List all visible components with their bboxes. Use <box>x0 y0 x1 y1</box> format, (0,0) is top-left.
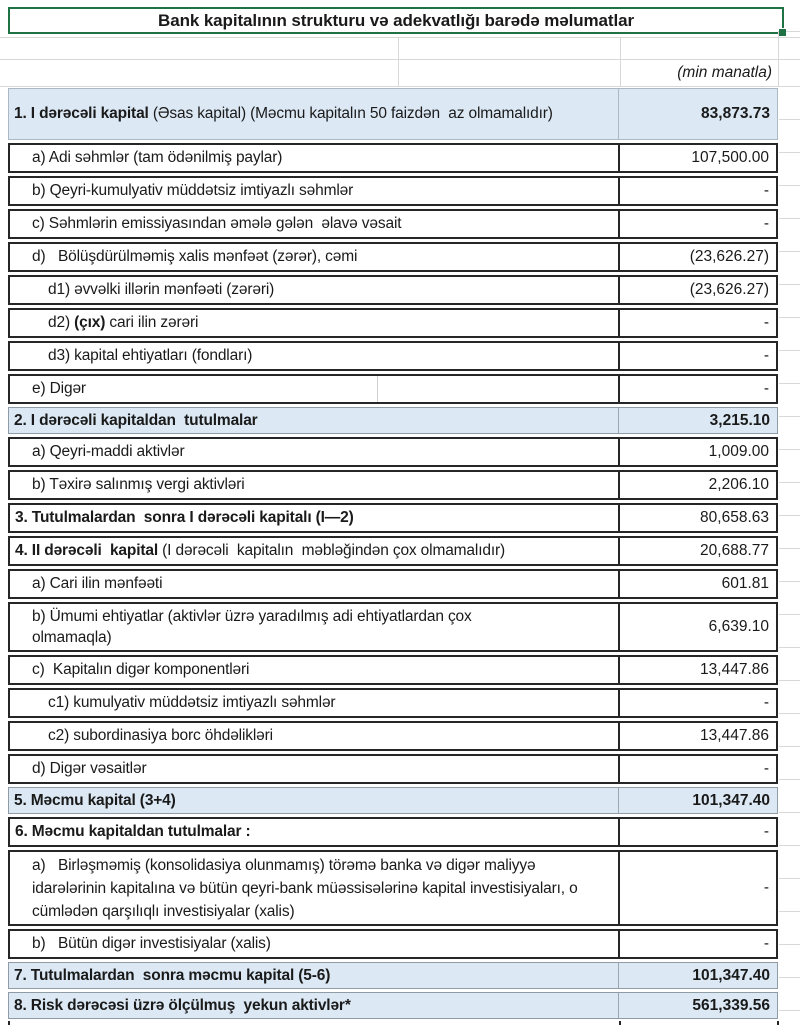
value-cell[interactable]: - <box>763 760 769 777</box>
label-cell[interactable]: a) Birləşməmiş (konsolidasiya olunmamış) törəmə banka və digər maliyyə idarələrinin kapitalına və bütün qeyri-bank müəssisələrinə kapital investisiyaları, o cümlədən qarşılıqlı investisiyalar (xalis) <box>10 852 620 924</box>
table-row-25 <box>8 962 778 989</box>
table-row-9 <box>8 374 778 404</box>
value-cell[interactable]: (23,626.27) <box>689 281 769 298</box>
label-cell[interactable]: c2) subordinasiya borc öhdəlikləri <box>10 723 620 749</box>
value-cell[interactable]: 3,215.10 <box>709 411 770 429</box>
label-cell[interactable]: 7. Tutulmalardan sonra məcmu kapital (5-6) <box>9 963 619 988</box>
next-row-border-sliver <box>777 1021 779 1025</box>
value-cell[interactable]: 2,206.10 <box>708 476 769 493</box>
label-cell[interactable]: a) Qeyri-maddi aktivlər <box>10 439 620 465</box>
value-cell[interactable]: (23,626.27) <box>689 248 769 265</box>
table-row-8 <box>8 341 778 371</box>
value-cell[interactable]: - <box>763 314 769 331</box>
table-row-13 <box>8 503 778 533</box>
value-cell[interactable]: 83,873.73 <box>701 105 770 122</box>
table-row-17 <box>8 655 778 685</box>
next-row-border-sliver <box>619 1021 621 1025</box>
table-row-11 <box>8 437 778 467</box>
label-cell[interactable]: 5. Məcmu kapital (3+4) <box>9 788 619 813</box>
label-cell[interactable]: b) Təxirə salınmış vergi aktivləri <box>10 472 620 498</box>
right-margin-gridlines <box>779 87 800 1025</box>
label-cell[interactable]: d3) kapital ehtiyatları (fondları) <box>10 343 620 369</box>
table-row-14 <box>8 536 778 566</box>
label-cell[interactable]: d) Digər vəsaitlər <box>10 756 620 782</box>
table-row-3 <box>8 176 778 206</box>
label-cell[interactable]: e) Digər <box>10 376 620 402</box>
table-row-5 <box>8 242 778 272</box>
table-row-26 <box>8 992 778 1019</box>
table-row-1 <box>8 88 778 140</box>
table-row-24 <box>8 929 778 959</box>
table-row-18 <box>8 688 778 718</box>
table-row-6 <box>8 275 778 305</box>
sheet-title: Bank kapitalının strukturu və adekvatlığı barədə məlumatlar <box>158 10 634 30</box>
table-row-19 <box>8 721 778 751</box>
value-cell[interactable]: 1,009.00 <box>708 443 769 460</box>
label-cell[interactable]: d2) (çıx) cari ilin zərəri <box>10 310 620 336</box>
table-row-7 <box>8 308 778 338</box>
table-row-4 <box>8 209 778 239</box>
label-cell[interactable]: 1. I dərəcəli kapital (Əsas kapital) (Məcmu kapitalın 50 faizdən az olmamalıdır) <box>9 89 619 139</box>
value-cell[interactable]: 6,639.10 <box>708 618 769 635</box>
label-cell[interactable]: d1) əvvəlki illərin mənfəəti (zərəri) <box>10 277 620 303</box>
table-body <box>8 88 778 1022</box>
gridline <box>786 31 800 32</box>
value-cell[interactable]: 107,500.00 <box>691 149 769 166</box>
value-cell[interactable]: - <box>763 215 769 232</box>
table-row-16 <box>8 602 778 652</box>
label-cell[interactable]: 2. I dərəcəli kapitaldan tutulmalar <box>9 408 619 433</box>
unit-note: (min manatla) <box>677 64 772 81</box>
table-row-10 <box>8 407 778 434</box>
gridline <box>0 86 800 87</box>
gridline <box>398 37 399 86</box>
label-cell[interactable]: b) Bütün digər investisiyalar (xalis) <box>10 931 620 957</box>
label-cell[interactable]: c1) kumulyativ müddətsiz imtiyazlı səhmlər <box>10 690 620 716</box>
table-row-12 <box>8 470 778 500</box>
label-cell[interactable]: b) Ümumi ehtiyatlar (aktivlər üzrə yaradılmış adi ehtiyatlardan çox olmamaqla) <box>10 604 620 650</box>
label-cell[interactable]: 8. Risk dərəcəsi üzrə ölçülmuş yekun aktivlər* <box>9 993 619 1018</box>
value-cell[interactable]: - <box>763 879 769 896</box>
sheet-title-cell[interactable] <box>8 7 784 34</box>
cell-divider <box>377 376 378 402</box>
table-row-21 <box>8 787 778 814</box>
gridline <box>0 37 800 38</box>
next-row-border-sliver <box>8 1021 10 1025</box>
value-cell[interactable]: 101,347.40 <box>692 966 770 984</box>
table-row-20 <box>8 754 778 784</box>
table-row-22 <box>8 817 778 847</box>
unit-note-cell[interactable] <box>620 60 772 86</box>
table-row-23 <box>8 850 778 926</box>
value-cell[interactable]: 601.81 <box>721 575 769 592</box>
label-cell[interactable]: c) Səhmlərin emissiyasından əmələ gələn əlavə vəsait <box>10 211 620 237</box>
table-row-2 <box>8 143 778 173</box>
value-cell[interactable]: 13,447.86 <box>700 661 769 678</box>
label-cell[interactable]: b) Qeyri-kumulyativ müddətsiz imtiyazlı səhmlər <box>10 178 620 204</box>
gridline <box>778 31 779 86</box>
value-cell[interactable]: 80,658.63 <box>700 509 769 526</box>
label-cell[interactable]: 4. II dərəcəli kapital (I dərəcəli kapitalın məbləğindən çox olmamalıdır) <box>10 538 620 564</box>
value-cell[interactable]: 561,339.56 <box>692 996 770 1014</box>
label-cell[interactable]: d) Bölüşdürülməmiş xalis mənfəət (zərər), cəmi <box>10 244 620 270</box>
value-cell[interactable]: - <box>763 380 769 397</box>
value-cell[interactable]: - <box>763 694 769 711</box>
value-cell[interactable]: - <box>763 823 769 840</box>
value-cell[interactable]: 20,688.77 <box>700 542 769 559</box>
value-cell[interactable]: - <box>763 935 769 952</box>
label-cell[interactable]: 3. Tutulmalardan sonra I dərəcəli kapitalı (I—2) <box>10 505 620 531</box>
value-cell[interactable]: 13,447.86 <box>700 727 769 744</box>
value-cell[interactable]: - <box>763 182 769 199</box>
table-row-15 <box>8 569 778 599</box>
label-cell[interactable]: 6. Məcmu kapitaldan tutulmalar : <box>10 819 620 845</box>
label-cell[interactable]: a) Cari ilin mənfəəti <box>10 571 620 597</box>
value-cell[interactable]: 101,347.40 <box>692 791 770 809</box>
label-cell[interactable]: a) Adi səhmlər (tam ödənilmiş paylar) <box>10 145 620 171</box>
selection-fill-handle[interactable] <box>778 28 787 37</box>
label-cell[interactable]: c) Kapitalın digər komponentləri <box>10 657 620 683</box>
value-cell[interactable]: - <box>763 347 769 364</box>
